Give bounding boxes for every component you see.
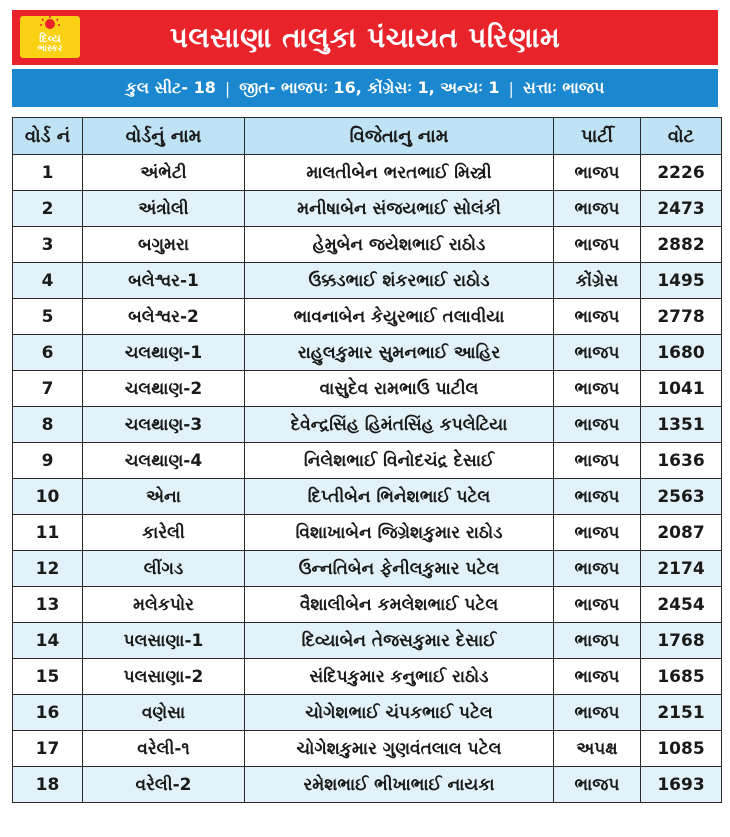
ward-no-cell: 18: [13, 767, 83, 803]
party-cell: ભાજપ: [554, 695, 641, 731]
ward-no-cell: 9: [13, 443, 83, 479]
ward-no-cell: 17: [13, 731, 83, 767]
votes-cell: 2563: [641, 479, 722, 515]
ward-name-cell: બલેશ્વર-1: [83, 263, 245, 299]
table-row: [13, 335, 722, 371]
party-cell: અપક્ષ: [554, 731, 641, 767]
party-cell: ભાજપ: [554, 767, 641, 803]
votes-cell: 1685: [641, 659, 722, 695]
votes-cell: 1351: [641, 407, 722, 443]
votes-cell: 2778: [641, 299, 722, 335]
table-row: [13, 371, 722, 407]
votes-cell: 1495: [641, 263, 722, 299]
party-cell: ભાજપ: [554, 335, 641, 371]
ward-no-cell: 12: [13, 551, 83, 587]
ward-name-cell: ચલથાણ-3: [83, 407, 245, 443]
ward-name-cell: ચલથાણ-2: [83, 371, 245, 407]
table-row: [13, 623, 722, 659]
party-cell: ભાજપ: [554, 299, 641, 335]
ward-name-cell: વરેલી-2: [83, 767, 245, 803]
table-row: [13, 767, 722, 803]
table-row: [13, 695, 722, 731]
votes-cell: 2454: [641, 587, 722, 623]
party-cell: ભાજપ: [554, 659, 641, 695]
ward-name-cell: અંભેટી: [83, 155, 245, 191]
party-cell: ભાજપ: [554, 191, 641, 227]
party-cell: ભાજપ: [554, 623, 641, 659]
separator: |: [224, 78, 231, 98]
winner-name-cell: વિશાખાબેન જિગ્રેશકુમાર રાઠોડ: [245, 515, 554, 551]
table-row: [13, 155, 722, 191]
ward-name-cell: અંત્રોલી: [83, 191, 245, 227]
results-table-body: [13, 155, 722, 803]
ward-name-cell: વણેસા: [83, 695, 245, 731]
winner-name-cell: રમેશભાઈ ભીખાભાઈ નાયકા: [245, 767, 554, 803]
ward-no-cell: 2: [13, 191, 83, 227]
ward-name-cell: ચલથાણ-1: [83, 335, 245, 371]
divya-bhaskar-logo: [20, 16, 80, 58]
table-row: [13, 659, 722, 695]
table-row: [13, 227, 722, 263]
ward-no-cell: 5: [13, 299, 83, 335]
table-row: [13, 407, 722, 443]
ward-no-cell: 15: [13, 659, 83, 695]
votes-cell: 2882: [641, 227, 722, 263]
winner-name-cell: માલતીબેન ભરતભાઈ મિસ્ત્રી: [245, 155, 554, 191]
party-cell: ભાજપ: [554, 443, 641, 479]
ward-name-cell: એના: [83, 479, 245, 515]
votes-cell: 2151: [641, 695, 722, 731]
party-cell: ભાજપ: [554, 227, 641, 263]
votes-cell: 2473: [641, 191, 722, 227]
winner-name-cell: ઉન્નતિબેન ફેનીલકુમાર પટેલ: [245, 551, 554, 587]
party-cell: કોંગ્રેસ: [554, 263, 641, 299]
table-row: [13, 551, 722, 587]
winner-name-cell: સંદિપકુમાર કનુભાઈ રાઠોડ: [245, 659, 554, 695]
winner-name-cell: રાહુલકુમાર સુમનભાઈ આહિર: [245, 335, 554, 371]
party-cell: ભાજપ: [554, 371, 641, 407]
table-header-row: [13, 118, 722, 155]
winner-name-cell: દિવ્યાબેન તેજસકુમાર દેસાઈ: [245, 623, 554, 659]
votes-cell: 1693: [641, 767, 722, 803]
logo-text-line2: ભાસ્કર: [37, 44, 63, 54]
ward-no-cell: 13: [13, 587, 83, 623]
table-row: [13, 263, 722, 299]
ward-name-cell: પલસાણા-1: [83, 623, 245, 659]
winner-name-cell: દેવેન્દ્રસિંહ હિમંતસિંહ કપલેટિયા: [245, 407, 554, 443]
ward-no-cell: 3: [13, 227, 83, 263]
col-header-votes: વોટ: [641, 118, 722, 155]
winner-name-cell: હેમુબેન જયેશભાઈ રાઠોડ: [245, 227, 554, 263]
winner-name-cell: ઉક્કડભાઈ શંકરભાઈ રાઠોડ: [245, 263, 554, 299]
ward-no-cell: 6: [13, 335, 83, 371]
table-row: [13, 299, 722, 335]
winner-name-cell: દિપ્તીબેન ભિનેશભાઈ પટેલ: [245, 479, 554, 515]
ward-no-cell: 4: [13, 263, 83, 299]
winner-name-cell: મનીષાબેન સંજયભાઈ સોલંકી: [245, 191, 554, 227]
table-row: [13, 443, 722, 479]
votes-cell: 2087: [641, 515, 722, 551]
winner-name-cell: ચોગેશકુમાર ગુણવંતલાલ પટેલ: [245, 731, 554, 767]
votes-cell: 1768: [641, 623, 722, 659]
votes-cell: 2226: [641, 155, 722, 191]
party-cell: ભાજપ: [554, 407, 641, 443]
winner-name-cell: ભાવનાબેન કેયુરભાઈ તલાવીયા: [245, 299, 554, 335]
party-cell: ભાજપ: [554, 479, 641, 515]
votes-cell: 2174: [641, 551, 722, 587]
ward-name-cell: પલસાણા-2: [83, 659, 245, 695]
page-title: પલસાણા તાલુકા પંચાયત પરિણામ: [169, 20, 561, 54]
logo-text-line1: દિવ્ય: [39, 32, 61, 45]
win-breakdown: જીત- ભાજપઃ 16, કોંગ્રેસઃ 1, અન્યઃ 1: [239, 78, 500, 97]
ruling-party: સત્તાઃ ભાજપ: [522, 78, 605, 97]
table-row: [13, 731, 722, 767]
winner-name-cell: વાસુદેવ રામભાઉ પાટીલ: [245, 371, 554, 407]
ward-no-cell: 10: [13, 479, 83, 515]
ward-no-cell: 11: [13, 515, 83, 551]
ward-name-cell: મલેકપોર: [83, 587, 245, 623]
votes-cell: 1041: [641, 371, 722, 407]
table-row: [13, 587, 722, 623]
ward-no-cell: 1: [13, 155, 83, 191]
table-row: [13, 479, 722, 515]
ward-no-cell: 16: [13, 695, 83, 731]
ward-no-cell: 14: [13, 623, 83, 659]
ward-name-cell: લીંગડ: [83, 551, 245, 587]
ward-name-cell: કારેલી: [83, 515, 245, 551]
title-banner: [12, 10, 718, 65]
winner-name-cell: વૈશાલીબેન કમલેશભાઈ પટેલ: [245, 587, 554, 623]
party-cell: ભાજપ: [554, 587, 641, 623]
ward-name-cell: બલેશ્વર-2: [83, 299, 245, 335]
party-cell: ભાજપ: [554, 551, 641, 587]
ward-name-cell: ચલથાણ-4: [83, 443, 245, 479]
ward-name-cell: બગુમરા: [83, 227, 245, 263]
col-header-winner-name: વિજેતાનુ નામ: [245, 118, 554, 155]
ward-no-cell: 7: [13, 371, 83, 407]
summary-bar: [12, 69, 718, 107]
party-cell: ભાજપ: [554, 515, 641, 551]
col-header-ward-name: વોર્ડનું નામ: [83, 118, 245, 155]
ward-no-cell: 8: [13, 407, 83, 443]
winner-name-cell: નિલેશભાઈ વિનોદચંદ્ર દેસાઈ: [245, 443, 554, 479]
col-header-party: પાર્ટી: [554, 118, 641, 155]
col-header-ward-no: વોર્ડ નં: [13, 118, 83, 155]
table-row: [13, 191, 722, 227]
votes-cell: 1680: [641, 335, 722, 371]
party-cell: ભાજપ: [554, 155, 641, 191]
votes-cell: 1085: [641, 731, 722, 767]
table-row: [13, 515, 722, 551]
winner-name-cell: ચોગેશભાઈ ચંપકભાઈ પટેલ: [245, 695, 554, 731]
separator: |: [508, 78, 514, 98]
ward-name-cell: વરેલી-૧: [83, 731, 245, 767]
results-table: [12, 117, 722, 803]
total-seats: કુલ સીટ- 18: [125, 78, 216, 97]
votes-cell: 1636: [641, 443, 722, 479]
